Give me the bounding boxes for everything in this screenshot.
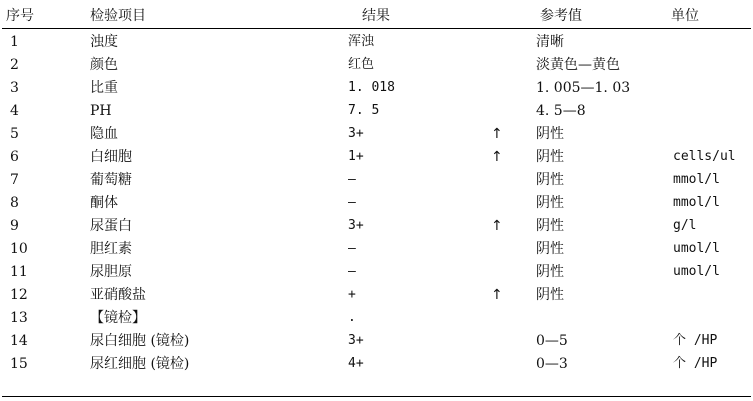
row-reference: 1. 005—1. 03 <box>536 80 631 96</box>
row-unit: 个 /HP <box>673 333 718 348</box>
table-row <box>0 193 753 216</box>
row-item: 葡萄糖 <box>90 172 132 188</box>
table-row <box>0 170 753 193</box>
row-item: 颜色 <box>90 57 118 73</box>
row-unit: mmol/l <box>673 195 720 210</box>
table-row <box>0 216 753 239</box>
table-row <box>0 124 753 147</box>
row-no: 1 <box>10 34 19 50</box>
row-result: — <box>348 195 356 210</box>
row-no: 2 <box>10 57 19 73</box>
row-no: 14 <box>10 333 28 349</box>
row-no: 8 <box>10 195 19 211</box>
row-item: 酮体 <box>90 195 118 211</box>
row-result: 3+ <box>348 126 364 141</box>
row-result: 红色 <box>348 57 375 72</box>
table-row <box>0 285 753 308</box>
table-row <box>0 32 753 55</box>
row-reference: 阴性 <box>536 195 564 211</box>
row-result: . <box>348 310 356 325</box>
row-reference: 阴性 <box>536 218 564 234</box>
row-no: 11 <box>10 264 28 280</box>
row-item: 浊度 <box>90 34 118 50</box>
row-result: 7. 5 <box>348 103 380 118</box>
table-row <box>0 354 753 377</box>
row-result: 4+ <box>348 356 364 371</box>
row-item: 尿红细胞 (镜检) <box>90 356 190 372</box>
row-no: 5 <box>10 126 19 142</box>
table-row <box>0 78 753 101</box>
row-reference: 阴性 <box>536 149 564 165</box>
row-result: 1+ <box>348 149 364 164</box>
row-no: 7 <box>10 172 19 188</box>
table-row <box>0 101 753 124</box>
row-unit: umol/l <box>673 241 720 256</box>
row-reference: 阴性 <box>536 241 564 257</box>
header-no: 序号 <box>6 8 34 24</box>
table-body <box>0 32 753 377</box>
header-rule <box>2 28 751 29</box>
row-no: 10 <box>10 241 28 257</box>
row-unit: cells/ul <box>673 149 736 164</box>
row-result: 3+ <box>348 333 364 348</box>
footer-rule <box>2 396 751 397</box>
table-row <box>0 331 753 354</box>
row-no: 15 <box>10 356 28 372</box>
row-reference: 阴性 <box>536 287 564 303</box>
row-item: PH <box>90 103 112 119</box>
row-result: — <box>348 172 356 187</box>
row-reference: 阴性 <box>536 264 564 280</box>
row-no: 4 <box>10 103 19 119</box>
table-row <box>0 147 753 170</box>
row-reference: 阴性 <box>536 172 564 188</box>
row-item: 比重 <box>90 80 118 96</box>
row-item: 白细胞 <box>90 149 132 165</box>
row-item: 尿胆原 <box>90 264 132 280</box>
row-no: 12 <box>10 287 28 303</box>
row-item: 胆红素 <box>90 241 132 257</box>
row-reference: 4. 5—8 <box>536 103 586 119</box>
row-result: — <box>348 241 356 256</box>
row-no: 13 <box>10 310 28 326</box>
row-item: 隐血 <box>90 126 118 142</box>
row-unit: umol/l <box>673 264 720 279</box>
row-result: 浑浊 <box>348 34 375 49</box>
table-header <box>0 6 753 26</box>
row-flag-arrow: ↑ <box>491 149 503 165</box>
header-reference: 参考值 <box>540 8 582 24</box>
row-item: 【镜检】 <box>90 310 146 326</box>
row-no: 9 <box>10 218 19 234</box>
row-item: 尿白细胞 (镜检) <box>90 333 190 349</box>
row-result: + <box>348 287 356 302</box>
table-row <box>0 55 753 78</box>
row-item: 尿蛋白 <box>90 218 132 234</box>
row-result: 3+ <box>348 218 364 233</box>
row-unit: g/l <box>673 218 697 233</box>
table-row <box>0 262 753 285</box>
row-result: 1. 018 <box>348 80 395 95</box>
row-unit: 个 /HP <box>673 356 718 371</box>
row-unit: mmol/l <box>673 172 720 187</box>
table-row <box>0 308 753 331</box>
row-item: 亚硝酸盐 <box>90 287 146 303</box>
row-no: 6 <box>10 149 19 165</box>
row-reference: 0—5 <box>536 333 568 349</box>
row-result: — <box>348 264 356 279</box>
row-reference: 淡黄色—黄色 <box>536 57 620 73</box>
header-result: 结果 <box>362 8 390 24</box>
row-flag-arrow: ↑ <box>491 126 503 142</box>
header-unit: 单位 <box>671 8 699 24</box>
row-reference: 阴性 <box>536 126 564 142</box>
row-flag-arrow: ↑ <box>491 287 503 303</box>
row-no: 3 <box>10 80 19 96</box>
table-row <box>0 239 753 262</box>
header-item: 检验项目 <box>90 8 146 24</box>
row-reference: 0—3 <box>536 356 568 372</box>
row-reference: 清晰 <box>536 34 564 50</box>
row-flag-arrow: ↑ <box>491 218 503 234</box>
